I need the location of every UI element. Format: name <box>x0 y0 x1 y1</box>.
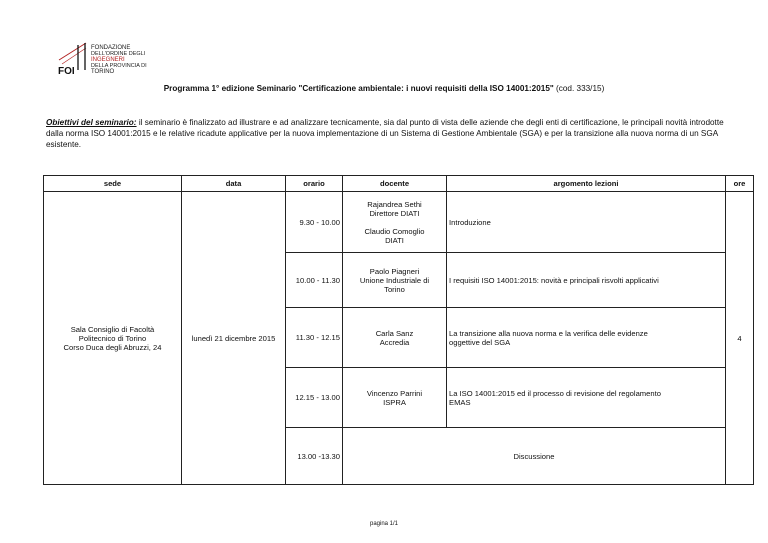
program-table <box>43 175 754 485</box>
orario-cell: 11.30 - 12.15 <box>286 308 343 368</box>
objectives-text: il seminario è finalizzato ad illustrare e ad analizzare tecnicamente, sia dal punto di vista delle aziende che degli enti di certificazione, le principali novità introdotte dalla norma ISO 14001:2015 e le relative ricadute applicative per la nuova implementazione di un Sistema di Gestione Ambientale (SGA) e per la transizione alla nuova norma di un SGA esistente. <box>46 118 724 149</box>
orario-cell: 9.30 - 10.00 <box>286 192 343 253</box>
date-cell: lunedì 21 dicembre 2015 <box>182 192 286 485</box>
table-header-row <box>44 176 754 192</box>
ore-cell: 4 <box>726 192 754 485</box>
argomento-cell: La transizione alla nuova norma e la verifica delle evidenze oggettive del SGA <box>447 308 726 368</box>
page-number: pagina 1/1 <box>369 521 399 527</box>
logo-foundation-text: FONDAZIONE DELL'ORDINE DEGLI INGEGNERI DELLA PROVINCIA DI TORINO <box>91 45 147 75</box>
foi-logo <box>56 40 156 80</box>
docente-cell: Carla Sanz Accredia <box>343 308 447 368</box>
logo-foi-text: FOI <box>58 66 75 77</box>
docente-cell: Rajandrea Sethi Direttore DIATI Claudio Comoglio DIATI <box>343 192 447 253</box>
title-code: (cod. 333/15) <box>556 84 605 93</box>
header-ore: ore <box>726 176 754 192</box>
table-row <box>44 192 754 253</box>
argomento-cell: I requisiti ISO 14001:2015: novità e principali risvolti applicativi <box>447 253 726 308</box>
orario-cell: 10.00 - 11.30 <box>286 253 343 308</box>
objectives-paragraph <box>46 117 736 150</box>
docente-cell: Vincenzo Parrini ISPRA <box>343 368 447 428</box>
header-data: data <box>182 176 286 192</box>
objectives-label: Obiettivi del seminario: <box>46 118 137 127</box>
header-sede: sede <box>44 176 182 192</box>
argomento-cell: La ISO 14001:2015 ed il processo di revisione del regolamento EMAS <box>447 368 726 428</box>
title-main: Programma 1° edizione Seminario "Certificazione ambientale: i nuovi requisiti della ISO 14001:2015" <box>163 84 554 93</box>
orario-cell: 12.15 - 13.00 <box>286 368 343 428</box>
header-argomento: argomento lezioni <box>447 176 726 192</box>
header-orario: orario <box>286 176 343 192</box>
sede-cell: Sala Consiglio di Facoltà Politecnico di Torino Corso Duca degli Abruzzi, 24 <box>44 192 182 485</box>
header-docente: docente <box>343 176 447 192</box>
page-title <box>0 84 768 93</box>
orario-cell: 13.00 -13.30 <box>286 428 343 485</box>
docente-cell: Paolo Piagneri Unione Industriale di Torino <box>343 253 447 308</box>
argomento-cell: Introduzione <box>447 192 726 253</box>
argomento-cell: Discussione <box>343 428 726 485</box>
